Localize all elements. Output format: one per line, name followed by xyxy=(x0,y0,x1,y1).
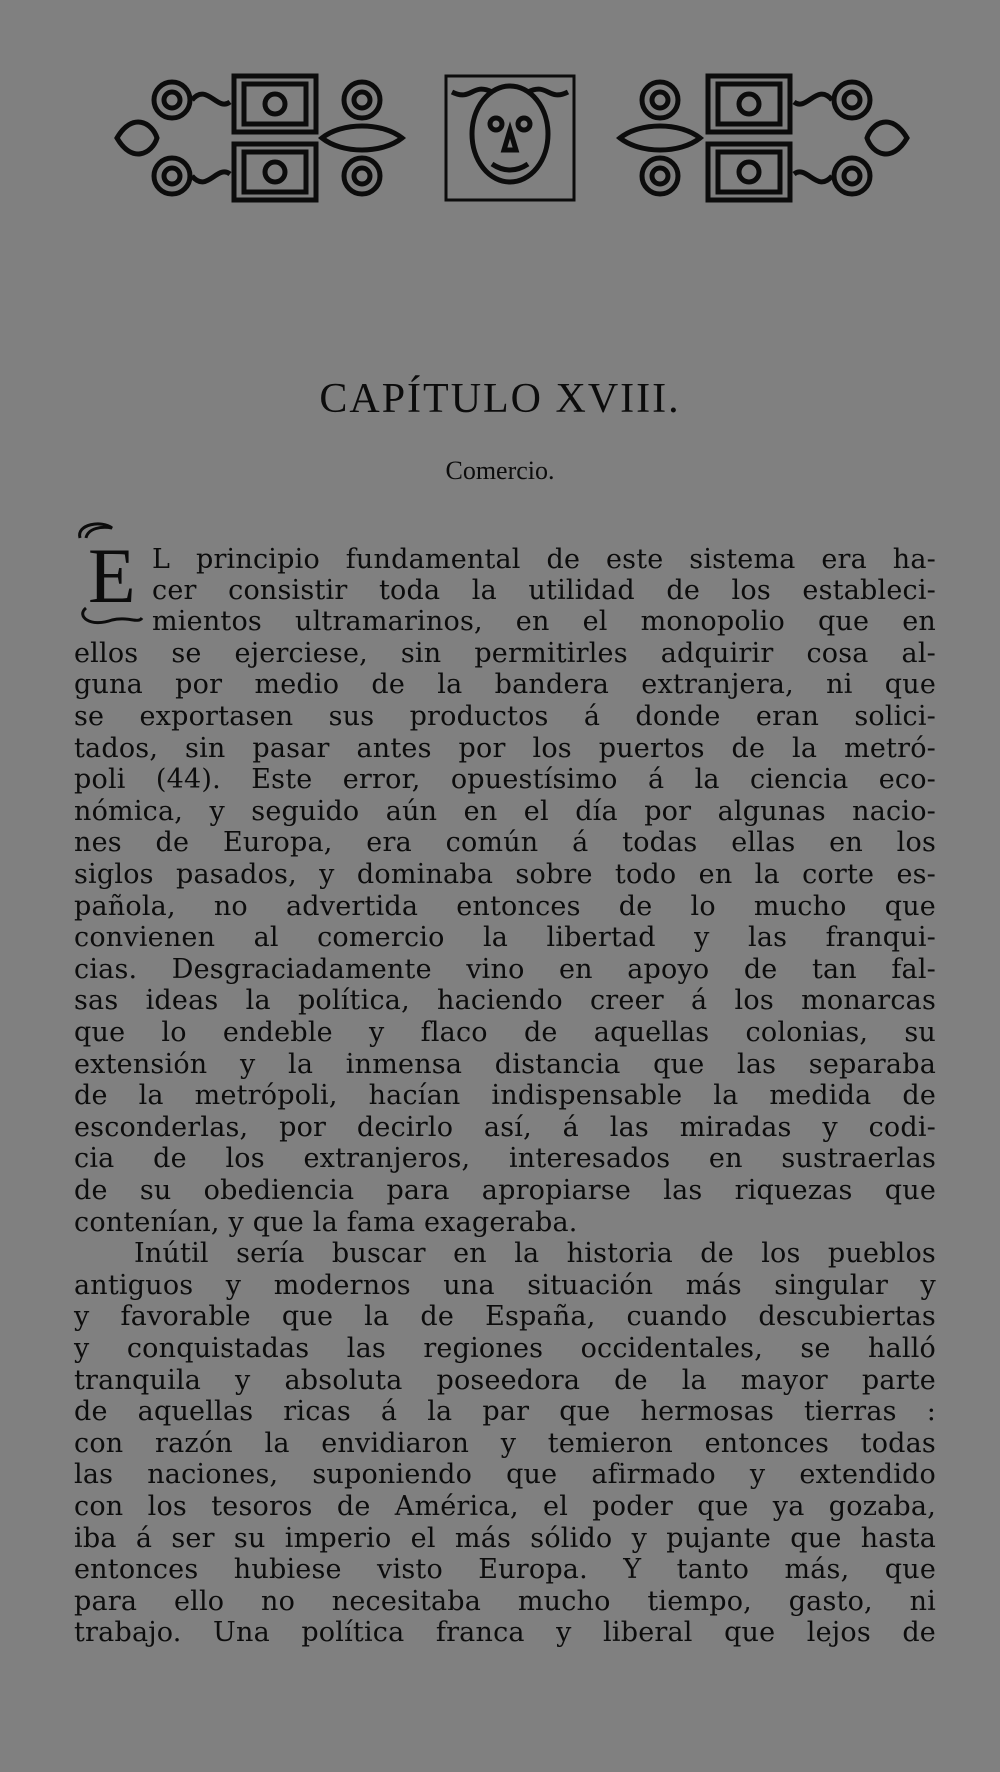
text-line: nes de Europa, era común á todas ellas en los xyxy=(74,827,936,858)
text-line: guna por medio de la bandera extranjera, ni que xyxy=(74,669,936,700)
right-panel-ornament xyxy=(708,76,790,200)
text-line: con los tesoros de América, el poder que ya gozaba, xyxy=(74,1491,936,1522)
text-line: para ello no necesitaba mucho tiempo, gasto, ni xyxy=(74,1586,936,1617)
chapter-title: CAPÍTULO XVIII. xyxy=(319,376,681,422)
text-line: de aquellas ricas á la par que hermosas tierras : xyxy=(74,1396,936,1427)
text-line: tranquila y absoluta poseedora de la mayor parte xyxy=(74,1365,936,1396)
text-line: poli (44). Este error, opuestísimo á la ciencia eco- xyxy=(74,764,936,795)
text-line: mientos ultramarinos, en el monopolio que en xyxy=(152,606,936,637)
text-line: y favorable que la de España, cuando descubiertas xyxy=(74,1301,936,1332)
left-middle-scroll-ornament xyxy=(322,82,402,194)
text-line: se exportasen sus productos á donde eran solici- xyxy=(74,701,936,732)
text-line: de la metrópoli, hacían indispensable la medida de xyxy=(74,1080,936,1111)
right-middle-scroll-ornament xyxy=(620,82,700,194)
text-line: de su obediencia para apropiarse las riquezas que xyxy=(74,1175,936,1206)
text-line: cia de los extranjeros, interesados en sustraerlas xyxy=(74,1143,936,1174)
center-mask-ornament xyxy=(446,76,574,200)
text-line: que lo endeble y flaco de aquellas colonias, su xyxy=(74,1017,936,1048)
header-ornament xyxy=(112,72,912,204)
right-scroll-ornament xyxy=(794,82,907,194)
text-line: L principio fundamental de este sistema era ha- xyxy=(152,544,936,575)
text-line: antiguos y modernos una situación más singular y xyxy=(74,1270,936,1301)
dropcap-initial xyxy=(72,520,144,630)
text-line: con razón la envidiaron y temieron entonces todas xyxy=(74,1428,936,1459)
text-line: convienen al comercio la libertad y las franqui- xyxy=(74,922,936,953)
text-line: pañola, no advertida entonces de lo mucho que xyxy=(74,891,936,922)
text-line: iba á ser su imperio el más sólido y pujante que hasta xyxy=(74,1523,936,1554)
text-line: contenían, y que la fama exageraba. xyxy=(74,1207,578,1238)
text-line: ellos se ejerciese, sin permitirles adquirir cosa al- xyxy=(74,638,936,669)
text-line: extensión y la inmensa distancia que las separaba xyxy=(74,1049,936,1080)
left-scroll-ornament xyxy=(117,82,230,194)
text-line: cer consistir toda la utilidad de los estableci- xyxy=(152,575,936,606)
text-line: cias. Desgraciadamente vino en apoyo de tan fal- xyxy=(74,954,936,985)
text-line: nómica, y seguido aún en el día por algunas nacio- xyxy=(74,796,936,827)
text-line: las naciones, suponiendo que afirmado y extendido xyxy=(74,1459,936,1490)
text-line: entonces hubiese visto Europa. Y tanto más, que xyxy=(74,1554,936,1585)
chapter-subtitle: Comercio. xyxy=(445,456,555,485)
left-panel-ornament xyxy=(234,76,316,200)
dropcap-letter: E xyxy=(88,532,136,619)
text-line: sas ideas la política, haciendo creer á los monarcas xyxy=(74,985,936,1016)
text-line: trabajo. Una política franca y liberal que lejos de xyxy=(74,1617,936,1648)
text-line: tados, sin pasar antes por los puertos de la metró- xyxy=(74,733,936,764)
text-line: Inútil sería buscar en la historia de los pueblos xyxy=(134,1238,936,1269)
text-line: y conquistadas las regiones occidentales, se halló xyxy=(74,1333,936,1364)
text-line: siglos pasados, y dominaba sobre todo en la corte es- xyxy=(74,859,936,890)
text-line: esconderlas, por decirlo así, á las miradas y codi- xyxy=(74,1112,936,1143)
